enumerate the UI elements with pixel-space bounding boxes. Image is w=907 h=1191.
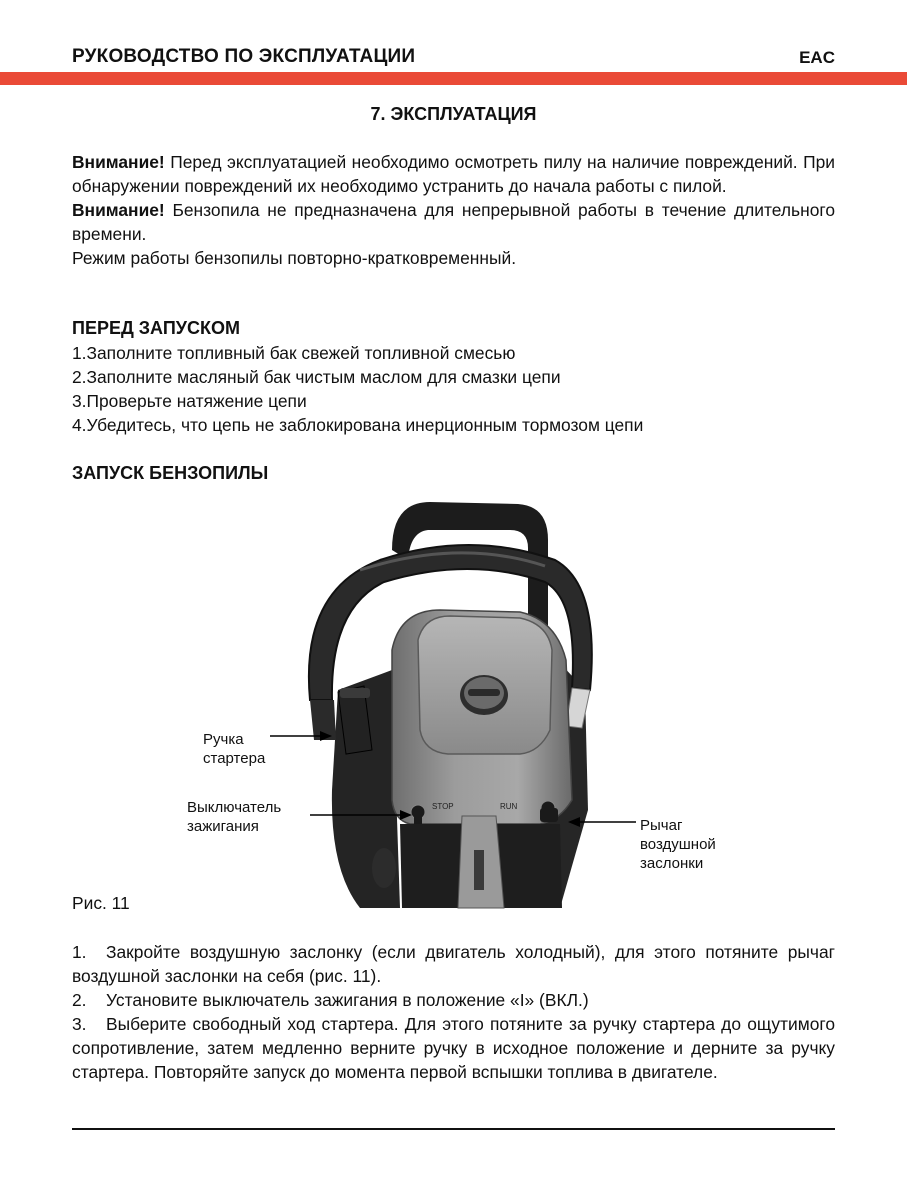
step-number: 2. bbox=[72, 990, 87, 1010]
list-item bbox=[72, 988, 835, 1012]
step-text: Закройте воздушную заслонку (если двигатель холодный), для этого потяните рычаг воздушной заслонки на себя (рис. 11). bbox=[72, 942, 835, 986]
manual-title: РУКОВОДСТВО ПО ЭКСПЛУАТАЦИИ bbox=[72, 46, 416, 67]
label-choke-lever bbox=[640, 816, 716, 873]
warning-text: Бензопила не предназначена для непрерывной работы в течение длительного времени. bbox=[72, 200, 835, 244]
switch-run-mark: RUN bbox=[500, 802, 518, 811]
switch-stop-mark: STOP bbox=[432, 802, 454, 811]
step-number: 3. bbox=[72, 1014, 87, 1034]
label-line: Выключатель bbox=[187, 799, 282, 816]
warnings-block bbox=[72, 150, 835, 270]
footer-rule bbox=[72, 1128, 835, 1130]
mode-note: Режим работы бензопилы повторно-кратковременный. bbox=[72, 248, 517, 268]
label-starter-handle bbox=[203, 730, 265, 768]
label-line: заслонки bbox=[640, 855, 704, 872]
before-start-list bbox=[72, 341, 835, 437]
step-text: Выберите свободный ход стартера. Для этого потяните за ручку стартера до ощутимого сопротивление, затем медленно верните ручку в исходное положение и дерните за ручку стартера. Повторяйте запуск до момента первой вспышки топлива в двигателе. bbox=[72, 1014, 835, 1082]
step-number: 1. bbox=[72, 942, 87, 962]
label-line: зажигания bbox=[187, 818, 259, 835]
list-item: 1.Заполните топливный бак свежей топливной смесью bbox=[72, 343, 516, 363]
start-saw-heading: ЗАПУСК БЕНЗОПИЛЫ bbox=[72, 463, 269, 483]
warning-label: Внимание! bbox=[72, 200, 165, 220]
start-steps bbox=[72, 940, 835, 1084]
label-line: Рычаг bbox=[640, 817, 683, 834]
header-accent-bar bbox=[0, 72, 907, 85]
warning-text: Перед эксплуатацией необходимо осмотреть пилу на наличие повреждений. При обнаружении повреждений их необходимо устранить до начала работы с пилой. bbox=[72, 152, 835, 196]
label-line: стартера bbox=[203, 750, 266, 767]
list-item bbox=[72, 940, 835, 988]
label-line: Ручка bbox=[203, 731, 244, 748]
list-item: 2.Заполните масляный бак чистым маслом для смазки цепи bbox=[72, 367, 561, 387]
chainsaw-illustration bbox=[0, 490, 907, 910]
list-item: 4.Убедитесь, что цепь не заблокирована инерционным тормозом цепи bbox=[72, 415, 644, 435]
eac-mark: EAC bbox=[799, 48, 835, 67]
label-ignition-switch bbox=[187, 798, 281, 836]
figure-11 bbox=[0, 490, 907, 910]
list-item bbox=[72, 1012, 835, 1084]
warning-label: Внимание! bbox=[72, 152, 165, 172]
step-text: Установите выключатель зажигания в положение «I» (ВКЛ.) bbox=[106, 990, 589, 1010]
label-line: воздушной bbox=[640, 836, 716, 853]
list-item: 3.Проверьте натяжение цепи bbox=[72, 391, 307, 411]
figure-caption: Рис. 11 bbox=[72, 893, 130, 913]
before-start-heading: ПЕРЕД ЗАПУСКОМ bbox=[72, 318, 240, 338]
warning-2 bbox=[72, 198, 835, 246]
warning-1 bbox=[72, 150, 835, 198]
section-title: 7. ЭКСПЛУАТАЦИЯ bbox=[370, 104, 537, 124]
